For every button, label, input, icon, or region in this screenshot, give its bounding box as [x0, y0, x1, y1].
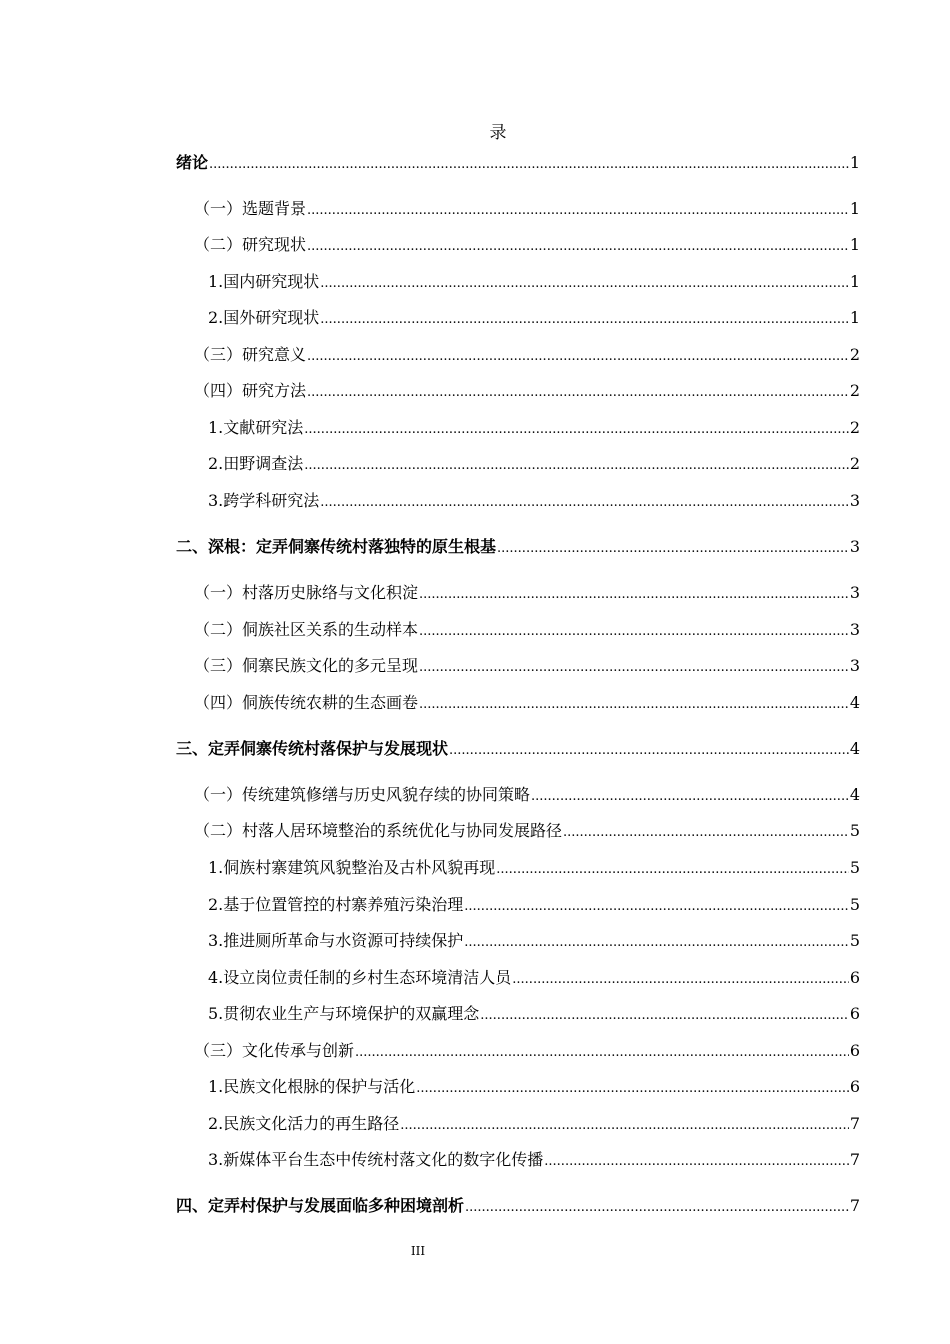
- toc-entry-page: 4: [849, 693, 860, 712]
- dot-leader: [464, 932, 849, 954]
- toc-entry-label: 三、定弄侗寨传统村落保护与发展现状: [176, 739, 449, 758]
- dot-leader: [320, 492, 849, 514]
- dot-leader: [419, 584, 849, 606]
- toc-entry-page: 4: [849, 739, 860, 758]
- toc-entry[interactable]: [208, 488, 860, 514]
- toc-entry-label: （二）研究现状: [194, 235, 307, 254]
- toc-entry[interactable]: [208, 855, 860, 881]
- toc-entry-page: 6: [849, 968, 860, 987]
- toc-entry[interactable]: [194, 818, 860, 844]
- toc-entry[interactable]: [208, 928, 860, 954]
- toc-entry-label: （四）侗族传统农耕的生态画卷: [194, 693, 419, 712]
- toc-entry-label: 绪论: [176, 153, 209, 172]
- toc-entry[interactable]: [194, 1038, 860, 1064]
- toc-entry-page: 1: [849, 199, 860, 218]
- toc-entry-page: 6: [849, 1077, 860, 1096]
- toc-entry-label: 1.文献研究法: [208, 418, 304, 437]
- toc-entry-page: 6: [849, 1041, 860, 1060]
- toc-entry-label: 3.推进厕所革命与水资源可持续保护: [208, 931, 464, 950]
- toc-entry-label: 5.贯彻农业生产与环境保护的双赢理念: [208, 1004, 480, 1023]
- toc-entry-page: 5: [849, 895, 860, 914]
- toc-entry-page: 1: [849, 272, 860, 291]
- toc-entry-label: 2.田野调查法: [208, 454, 304, 473]
- toc-entry-page: 1: [849, 153, 860, 172]
- dot-leader: [304, 419, 849, 441]
- dot-leader: [480, 1005, 849, 1027]
- toc-entry-page: 1: [849, 235, 860, 254]
- toc-entry-label: 4.设立岗位责任制的乡村生态环境清洁人员: [208, 968, 512, 987]
- dot-leader: [465, 1197, 849, 1219]
- toc-entry[interactable]: [176, 736, 860, 762]
- toc-heading: 录: [489, 123, 507, 143]
- toc-entry-page: 7: [849, 1196, 860, 1215]
- toc-entry-page: 2: [849, 345, 860, 364]
- toc-entry[interactable]: [208, 269, 860, 295]
- dot-leader: [496, 859, 849, 881]
- toc-entry-label: 1.侗族村寨建筑风貌整治及古朴风貌再现: [208, 858, 496, 877]
- dot-leader: [307, 346, 849, 368]
- toc-entry-page: 7: [849, 1114, 860, 1133]
- dot-leader: [419, 694, 849, 716]
- toc-entry[interactable]: [208, 1001, 860, 1027]
- toc-entry-page: 2: [849, 381, 860, 400]
- dot-leader: [416, 1078, 849, 1100]
- toc-entry[interactable]: [194, 580, 860, 606]
- toc-entry-page: 6: [849, 1004, 860, 1023]
- toc-entry[interactable]: [194, 653, 860, 679]
- toc-entry[interactable]: [194, 196, 860, 222]
- toc-entry-label: （三）研究意义: [194, 345, 307, 364]
- dot-leader: [400, 1115, 849, 1137]
- toc-entry-page: 5: [849, 858, 860, 877]
- toc-entry-label: 二、深根：定弄侗寨传统村落独特的原生根基: [176, 537, 497, 556]
- toc-entry-label: （四）研究方法: [194, 381, 307, 400]
- dot-leader: [512, 969, 849, 991]
- toc-entry-page: 3: [849, 491, 860, 510]
- dot-leader: [497, 538, 849, 560]
- toc-entry-label: 1.民族文化根脉的保护与活化: [208, 1077, 416, 1096]
- toc-entry[interactable]: [194, 617, 860, 643]
- dot-leader: [320, 273, 849, 295]
- toc-entry-page: 5: [849, 931, 860, 950]
- toc-entry-page: 4: [849, 785, 860, 804]
- toc-entry[interactable]: [208, 1074, 860, 1100]
- toc-entry-page: 3: [849, 620, 860, 639]
- toc-entry-label: 1.国内研究现状: [208, 272, 320, 291]
- dot-leader: [419, 657, 849, 679]
- toc-entry-label: （一）选题背景: [194, 199, 307, 218]
- toc-entry-label: 3.新媒体平台生态中传统村落文化的数字化传播: [208, 1150, 544, 1169]
- dot-leader: [209, 154, 849, 176]
- page-number-footer: III: [410, 1244, 426, 1258]
- toc-entry-label: （三）侗寨民族文化的多元呈现: [194, 656, 419, 675]
- toc-entry-page: 3: [849, 583, 860, 602]
- dot-leader: [449, 740, 849, 762]
- dot-leader: [307, 236, 849, 258]
- toc-entry-page: 1: [849, 308, 860, 327]
- toc-entry-page: 2: [849, 454, 860, 473]
- toc-entry[interactable]: [208, 892, 860, 918]
- dot-leader: [320, 309, 849, 331]
- dot-leader: [563, 822, 849, 844]
- toc-entry-label: 2.民族文化活力的再生路径: [208, 1114, 400, 1133]
- toc-entry-page: 3: [849, 656, 860, 675]
- toc-entry[interactable]: [176, 150, 860, 176]
- dot-leader: [544, 1151, 849, 1173]
- toc-entry[interactable]: [208, 305, 860, 331]
- toc-entry[interactable]: [194, 782, 860, 808]
- toc-entry-label: 2.国外研究现状: [208, 308, 320, 327]
- toc-entry-label: 3.跨学科研究法: [208, 491, 320, 510]
- toc-entry-label: （二）侗族社区关系的生动样本: [194, 620, 419, 639]
- toc-entry[interactable]: [194, 690, 860, 716]
- toc-entry[interactable]: [208, 451, 860, 477]
- dot-leader: [355, 1042, 849, 1064]
- toc-entry-page: 3: [849, 537, 860, 556]
- toc-entry-page: 5: [849, 821, 860, 840]
- toc-entry[interactable]: [176, 534, 860, 560]
- toc-entry-label: （一）传统建筑修缮与历史风貌存续的协同策略: [194, 785, 531, 804]
- dot-leader: [464, 896, 849, 918]
- dot-leader: [304, 455, 849, 477]
- dot-leader: [531, 786, 849, 808]
- dot-leader: [419, 621, 849, 643]
- toc-entry[interactable]: [194, 342, 860, 368]
- dot-leader: [307, 200, 849, 222]
- toc-entry[interactable]: [176, 1193, 860, 1219]
- toc-entry[interactable]: [194, 232, 860, 258]
- toc-entry-page: 7: [849, 1150, 860, 1169]
- toc-entry-label: （一）村落历史脉络与文化积淀: [194, 583, 419, 602]
- toc-entry[interactable]: [208, 1111, 860, 1137]
- toc-entry-label: （二）村落人居环境整治的系统优化与协同发展路径: [194, 821, 563, 840]
- toc-entry[interactable]: [208, 965, 860, 991]
- toc-entry[interactable]: [208, 1147, 860, 1173]
- dot-leader: [307, 382, 849, 404]
- toc-entry-label: 2.基于位置管控的村寨养殖污染治理: [208, 895, 464, 914]
- toc-entry[interactable]: [208, 415, 860, 441]
- toc-entry-label: 四、定弄村保护与发展面临多种困境剖析: [176, 1196, 465, 1215]
- toc-entry-page: 2: [849, 418, 860, 437]
- toc-entry-label: （三）文化传承与创新: [194, 1041, 355, 1060]
- toc-entry[interactable]: [194, 378, 860, 404]
